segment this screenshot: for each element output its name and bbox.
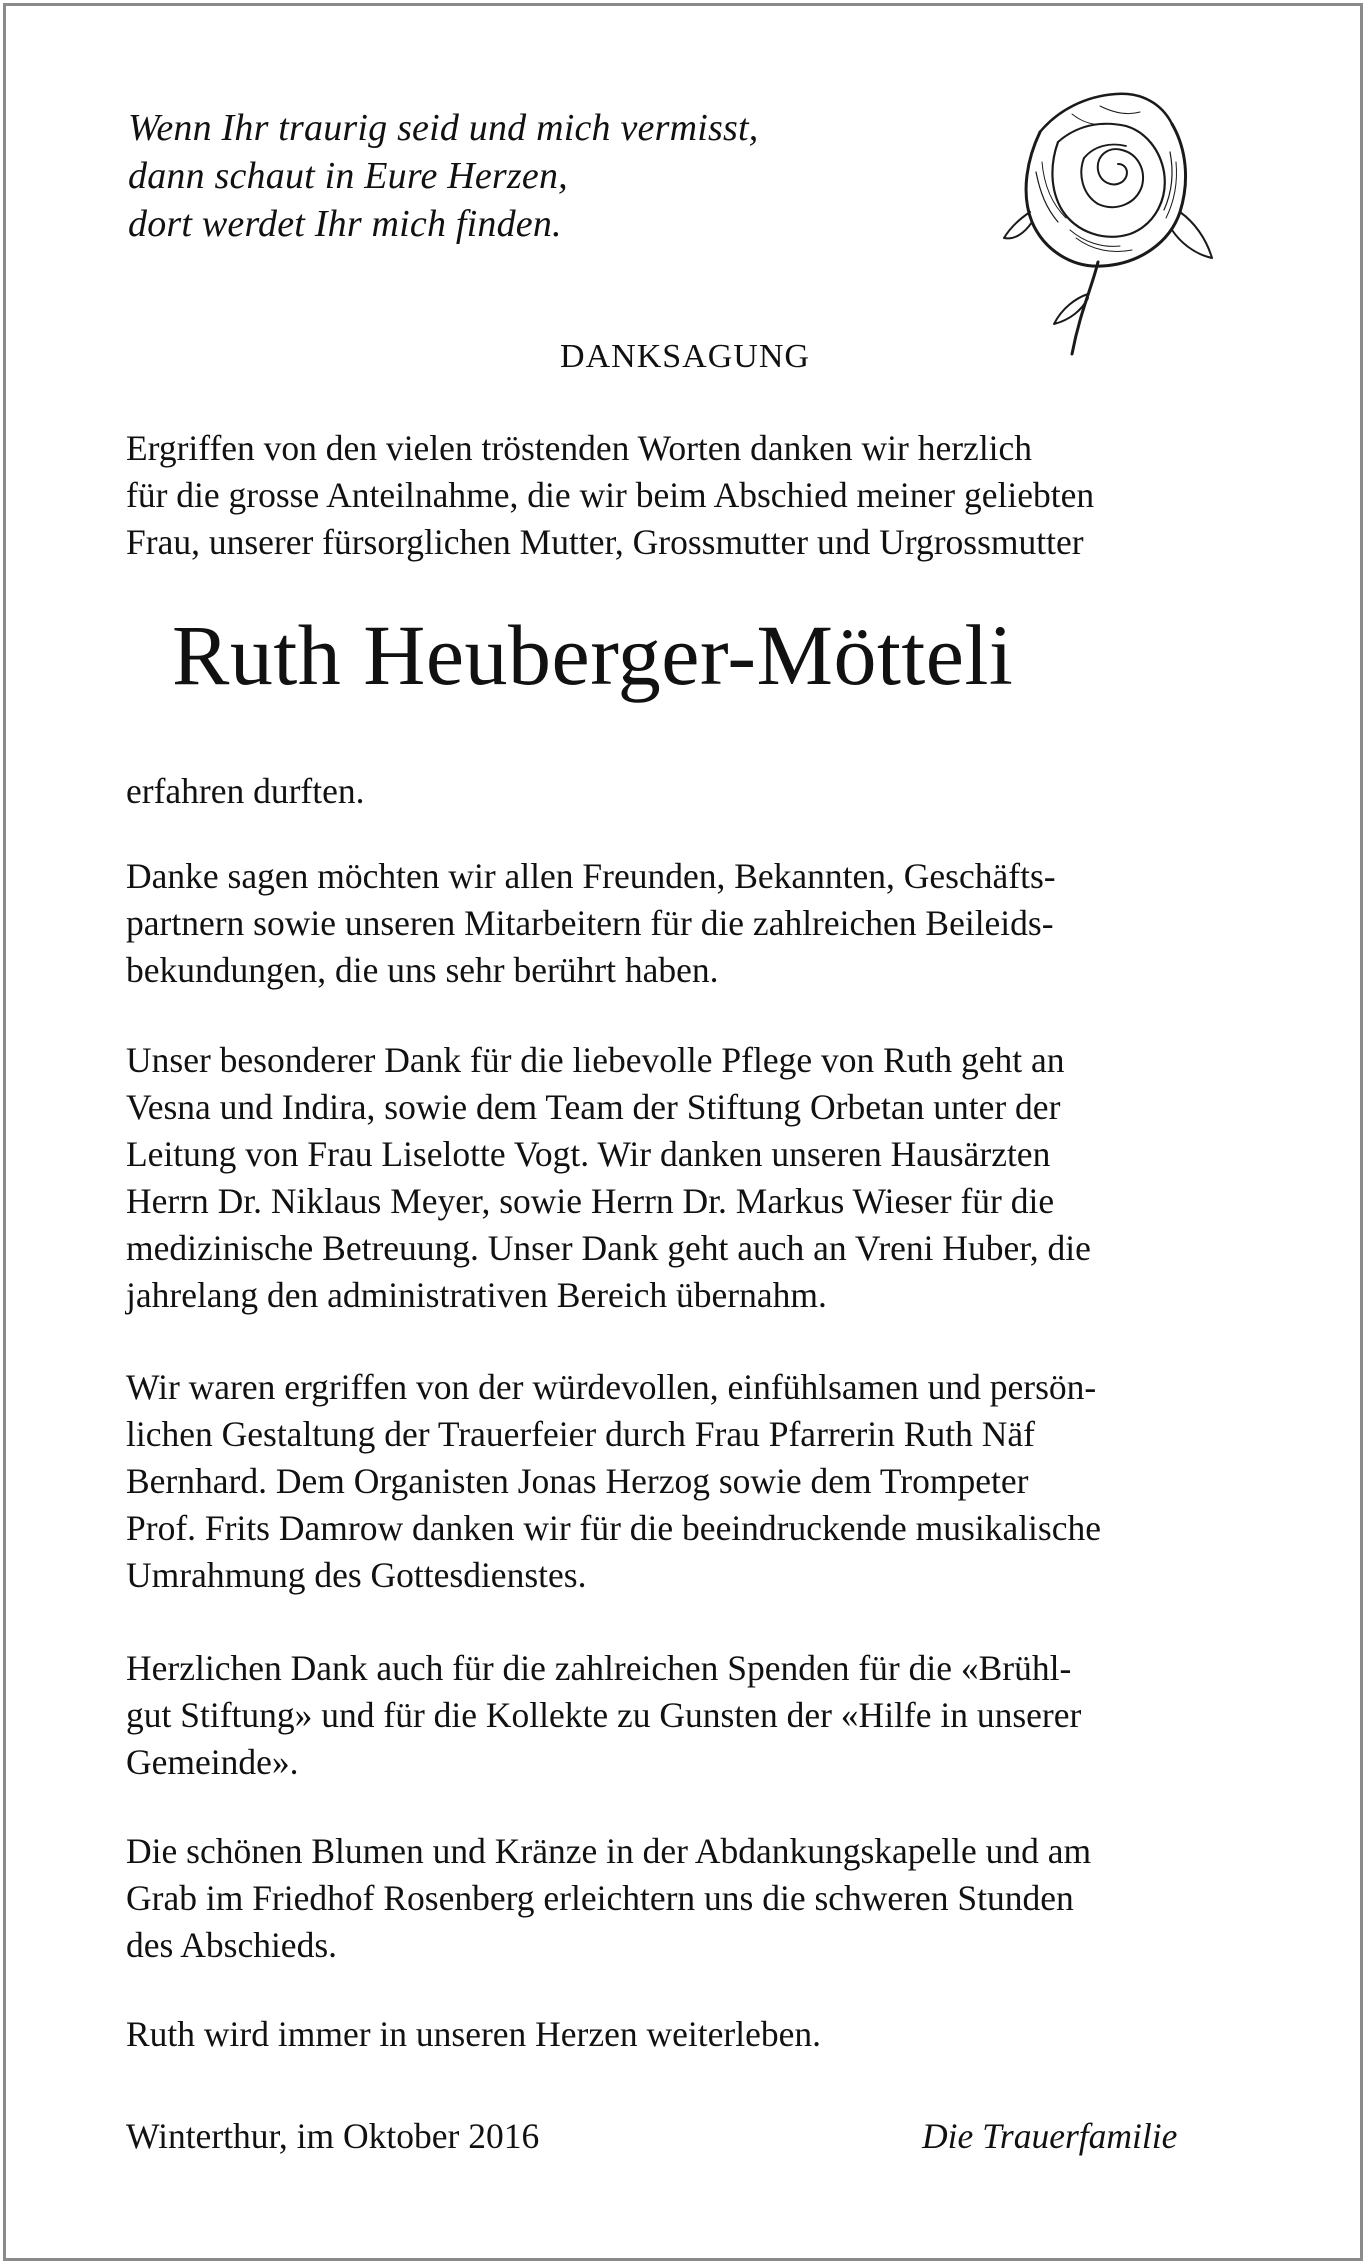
text-line: Grab im Friedhof Rosenberg erleichtern uns die schweren Stunden	[126, 1878, 1074, 1918]
text-line: Herrn Dr. Niklaus Meyer, sowie Herrn Dr. Markus Wieser für die	[126, 1181, 1055, 1221]
deceased-name: Ruth Heuberger-Mötteli	[172, 607, 1014, 703]
text-line: für die grosse Anteilnahme, die wir beim Abschied meiner geliebten	[126, 475, 1095, 515]
motto-line: Wenn Ihr traurig seid und mich vermisst,	[128, 107, 759, 149]
text-line: partnern sowie unseren Mitarbeitern für die zahlreichen Beileids-	[126, 903, 1054, 943]
text-line: Vesna und Indira, sowie dem Team der Stiftung Orbetan unter der	[126, 1087, 1061, 1127]
text-line: Ruth wird immer in unseren Herzen weiterleben.	[126, 2014, 821, 2054]
rose-icon	[980, 62, 1230, 357]
place-date: Winterthur, im Oktober 2016	[126, 2116, 540, 2156]
text-line: Leitung von Frau Liselotte Vogt. Wir danken unseren Hausärzten	[126, 1134, 1051, 1174]
paragraph-thanks-ceremony	[126, 1364, 1101, 1599]
motto-verse	[128, 104, 758, 248]
motto-line: dort werdet Ihr mich finden.	[128, 203, 562, 245]
text-line: gut Stiftung» und für die Kollekte zu Gunsten der «Hilfe in unserer	[126, 1695, 1082, 1735]
text-line: jahrelang den administrativen Bereich übernahm.	[126, 1275, 827, 1315]
paragraph-thanks-donations	[126, 1645, 1081, 1786]
signature: Die Trauerfamilie	[922, 2116, 1178, 2156]
text-line: Herzlichen Dank auch für die zahlreichen Spenden für die «Brühl-	[126, 1648, 1072, 1688]
intro-paragraph	[126, 425, 1094, 566]
paragraph-thanks-friends	[126, 853, 1056, 994]
text-line: lichen Gestaltung der Trauerfeier durch Frau Pfarrerin Ruth Näf	[126, 1414, 1035, 1454]
text-line: Bernhard. Dem Organisten Jonas Herzog sowie dem Trompeter	[126, 1461, 1029, 1501]
text-line: Danke sagen möchten wir allen Freunden, Bekannten, Geschäfts-	[126, 856, 1056, 896]
text-line: Ergriffen von den vielen tröstenden Worten danken wir herzlich	[126, 428, 1033, 468]
text-line: Gemeinde».	[126, 1742, 299, 1782]
motto-line: dann schaut in Eure Herzen,	[128, 155, 568, 197]
text-line: erfahren durften.	[126, 771, 365, 811]
paragraph-thanks-care	[126, 1037, 1091, 1319]
after-name-text	[126, 768, 365, 815]
text-line: Die schönen Blumen und Kränze in der Abdankungskapelle und am	[126, 1831, 1092, 1871]
text-line: Unser besonderer Dank für die liebevolle Pflege von Ruth geht an	[126, 1040, 1065, 1080]
text-line: Wir waren ergriffen von der würdevollen, einfühlsamen und persön-	[126, 1367, 1097, 1407]
paragraph-flowers	[126, 1828, 1091, 1969]
text-line: Prof. Frits Damrow danken wir für die beeindruckende musikalische	[126, 1508, 1102, 1548]
text-line: Umrahmung des Gottesdienstes.	[126, 1555, 587, 1595]
paragraph-closing	[126, 2011, 821, 2058]
text-line: Frau, unserer fürsorglichen Mutter, Grossmutter und Urgrossmutter	[126, 522, 1084, 562]
text-line: des Abschieds.	[126, 1925, 338, 1965]
text-line: bekundungen, die uns sehr berührt haben.	[126, 950, 719, 990]
page-title: DANKSAGUNG	[560, 338, 810, 375]
text-line: medizinische Betreuung. Unser Dank geht auch an Vreni Huber, die	[126, 1228, 1091, 1268]
